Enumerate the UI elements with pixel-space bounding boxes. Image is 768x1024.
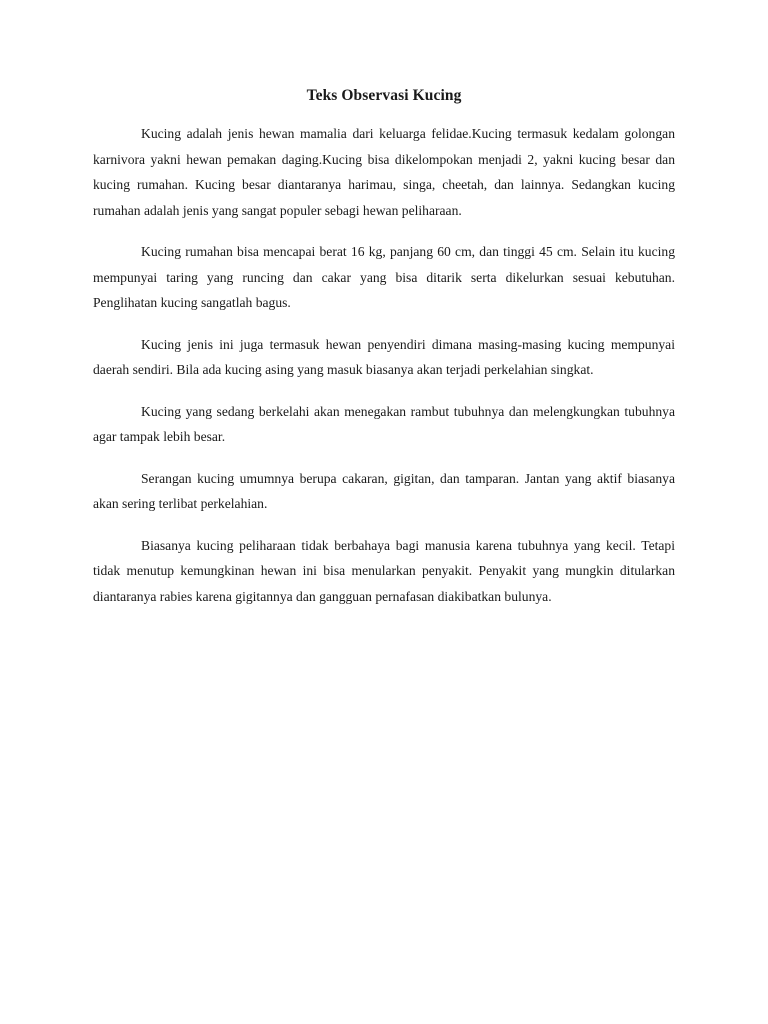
paragraph: Serangan kucing umumnya berupa cakaran, gigitan, dan tamparan. Jantan yang aktif biasanya akan sering terlibat perkelahian. [93,470,675,511]
paragraph: Kucing yang sedang berkelahi akan menegakan rambut tubuhnya dan melengkungkan tubuhnya agar tampak lebih besar. [93,403,675,444]
paragraph: Kucing rumahan bisa mencapai berat 16 kg, panjang 60 cm, dan tinggi 45 cm. Selain itu kucing mempunyai taring yang runcing dan cakar yang bisa ditarik serta dikelurkan sesuai kebutuhan. Penglihatan kucing sangatlah bagus. [93,244,675,310]
document-title: Teks Observasi Kucing [306,87,462,104]
paragraph: Biasanya kucing peliharaan tidak berbahaya bagi manusia karena tubuhnya yang kecil. Tetapi tidak menutup kemungkinan hewan ini bisa menularkan penyakit. Penyakit yang mungkin ditularkan diantaranya rabies karena gigitannya dan gangguan pernafasan diakibatkan bulunya. [93,537,675,604]
paragraph: Kucing jenis ini juga termasuk hewan penyendiri dimana masing-masing kucing mempunyai daerah sendiri. Bila ada kucing asing yang masuk biasanya akan terjadi perkelahian singkat. [93,336,675,377]
paragraph: Kucing adalah jenis hewan mamalia dari keluarga felidae.Kucing termasuk kedalam golongan karnivora yakni hewan pemakan daging.Kucing bisa dikelompokan menjadi 2, yakni kucing besar dan kucing rumahan. Kucing besar diantaranya harimau, singa, cheetah, dan lainnya. Sedangkan kucing rumahan adalah jenis yang sangat populer sebagi hewan peliharaan. [93,126,675,218]
document-body [93,121,675,625]
